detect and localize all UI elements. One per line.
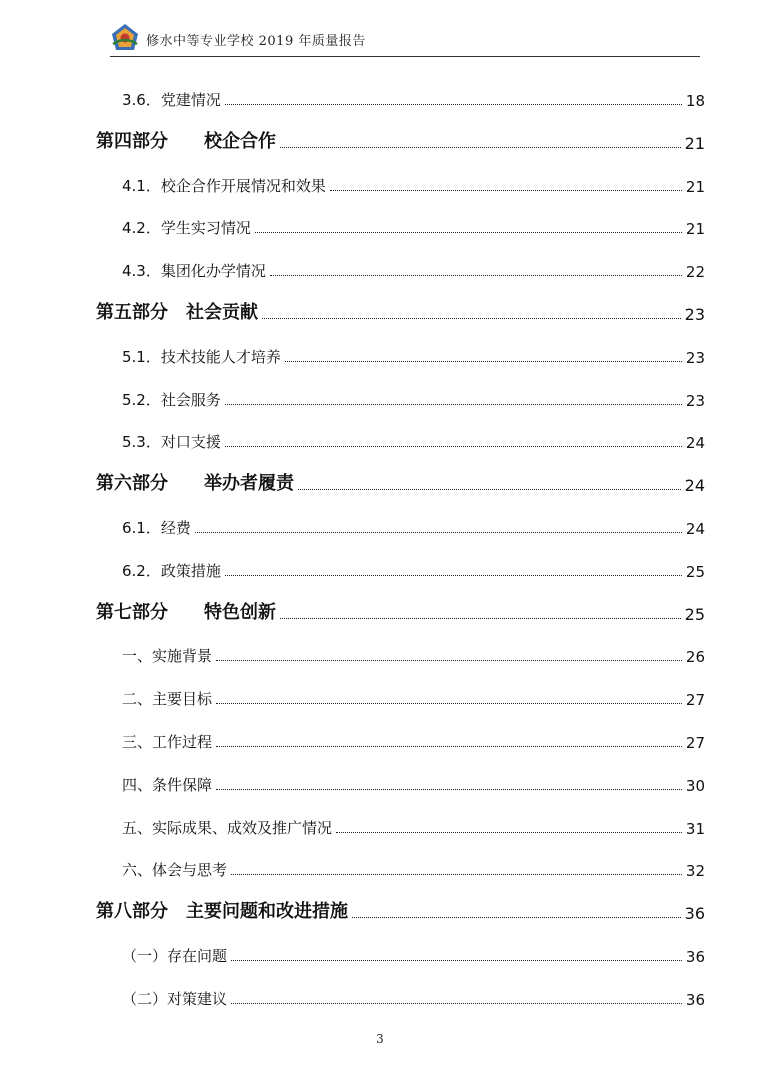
- toc-entry-title: 二、主要目标: [122, 690, 213, 709]
- toc-dot-leader: [216, 746, 682, 747]
- toc-entry-page: 25: [685, 562, 705, 581]
- toc-dot-leader: [216, 660, 682, 661]
- toc-entry-page: 32: [685, 862, 705, 881]
- toc-entry[interactable]: [122, 551, 705, 581]
- toc-entry-page: 22: [685, 263, 705, 282]
- toc-entry-title: 第六部分 举办者履责: [96, 473, 294, 495]
- toc-dot-leader: [336, 832, 682, 833]
- toc-entry-title: 5.1．技术技能人才培养: [122, 347, 281, 366]
- toc-dot-leader: [231, 960, 682, 961]
- toc-entry-page: 23: [684, 305, 705, 324]
- toc-entry-title: 四、条件保障: [122, 775, 213, 794]
- toc-entry-title: 五、实际成果、成效及推广情况: [122, 818, 333, 837]
- toc-entry[interactable]: [122, 80, 705, 110]
- toc-entry-page: 27: [685, 691, 705, 710]
- toc-entry-page: 25: [684, 604, 705, 624]
- toc-part-entry[interactable]: [96, 294, 705, 324]
- page-header: [110, 20, 700, 57]
- toc-entry[interactable]: [122, 808, 705, 838]
- toc-entry[interactable]: [122, 765, 705, 795]
- toc-dot-leader: [216, 789, 682, 790]
- toc-dot-leader: [285, 361, 682, 362]
- toc-entry-title: 5.3．对口支援: [122, 433, 221, 452]
- toc-entry-title: 4.2．学生实习情况: [122, 219, 251, 238]
- header-title: 修水中等专业学校 2019 年质量报告: [146, 34, 366, 49]
- page-number: 3: [376, 1032, 384, 1046]
- toc-entry-title: 第五部分 社会贡献: [96, 302, 258, 323]
- toc-entry-page: 24: [684, 476, 705, 496]
- toc-part-entry[interactable]: [96, 465, 705, 495]
- toc-entry[interactable]: [122, 722, 705, 752]
- toc-dot-leader: [225, 404, 682, 405]
- toc-dot-leader: [330, 190, 682, 191]
- toc-dot-leader: [231, 874, 682, 875]
- toc-entry[interactable]: [122, 251, 705, 281]
- toc-part-entry[interactable]: [96, 123, 705, 153]
- toc-entry-title: 4.1．校企合作开展情况和效果: [122, 176, 326, 195]
- toc-entry[interactable]: [122, 337, 705, 367]
- toc-entry[interactable]: [122, 636, 705, 666]
- toc-entry-page: 27: [685, 734, 705, 752]
- toc-entry[interactable]: [122, 850, 705, 880]
- toc-entry-page: 36: [685, 948, 705, 966]
- toc-dot-leader: [352, 917, 681, 918]
- toc-dot-leader: [225, 104, 682, 105]
- toc-entry-title: 第七部分 特色创新: [96, 601, 276, 623]
- toc-dot-leader: [270, 275, 682, 276]
- toc-dot-leader: [225, 446, 682, 447]
- toc-entry-title: 5.2．社会服务: [122, 390, 221, 409]
- toc-entry[interactable]: [122, 208, 705, 238]
- toc-entry-title: 第四部分 校企合作: [96, 130, 276, 152]
- toc-entry-page: 31: [685, 819, 705, 838]
- toc-entry[interactable]: [122, 979, 705, 1009]
- toc-dot-leader: [280, 618, 681, 619]
- toc-entry-page: 36: [684, 904, 705, 924]
- school-emblem-icon: [110, 22, 140, 52]
- toc-entry[interactable]: [122, 508, 705, 538]
- toc-entry[interactable]: [122, 380, 705, 410]
- toc-entry-page: 21: [685, 177, 705, 196]
- toc-part-entry[interactable]: [96, 893, 705, 923]
- toc-entry-page: 26: [685, 648, 705, 667]
- toc-entry-title: 3.6．党建情况: [122, 91, 221, 109]
- toc-entry-title: 6.1．经费: [122, 519, 191, 537]
- toc-entry-page: 21: [684, 133, 705, 153]
- toc-entry-title: 4.3．集团化办学情况: [122, 262, 266, 281]
- toc-dot-leader: [231, 1003, 682, 1004]
- toc-entry[interactable]: [122, 936, 705, 966]
- toc-dot-leader: [298, 489, 681, 490]
- toc-entry-title: 第八部分 主要问题和改进措施: [96, 901, 348, 923]
- toc-entry-title: （二）对策建议: [122, 989, 228, 1008]
- toc-entry-title: 一、实施背景: [122, 647, 213, 666]
- toc-entry-title: 6.2．政策措施: [122, 561, 221, 580]
- toc-entry-title: 六、体会与思考: [122, 861, 228, 880]
- toc-dot-leader: [262, 318, 681, 319]
- toc-entry-page: 18: [685, 92, 705, 110]
- toc-dot-leader: [255, 232, 682, 233]
- toc-entry-page: 24: [685, 434, 705, 453]
- toc-entry-page: 23: [685, 391, 705, 410]
- toc-dot-leader: [195, 532, 682, 533]
- toc-entry-page: 21: [685, 220, 705, 239]
- toc-dot-leader: [225, 575, 682, 576]
- toc-entry[interactable]: [122, 166, 705, 196]
- toc-entry-page: 36: [685, 990, 705, 1009]
- toc-entry[interactable]: [122, 679, 705, 709]
- toc-entry-page: 30: [685, 776, 705, 795]
- toc-dot-leader: [216, 703, 682, 704]
- toc-dot-leader: [280, 147, 681, 148]
- toc-entry-title: （一）存在问题: [122, 947, 228, 965]
- toc-entry-page: 24: [685, 520, 705, 538]
- toc-entry-title: 三、工作过程: [122, 733, 213, 751]
- toc-part-entry[interactable]: [96, 594, 705, 624]
- toc-entry-page: 23: [685, 348, 705, 367]
- toc-entry[interactable]: [122, 422, 705, 452]
